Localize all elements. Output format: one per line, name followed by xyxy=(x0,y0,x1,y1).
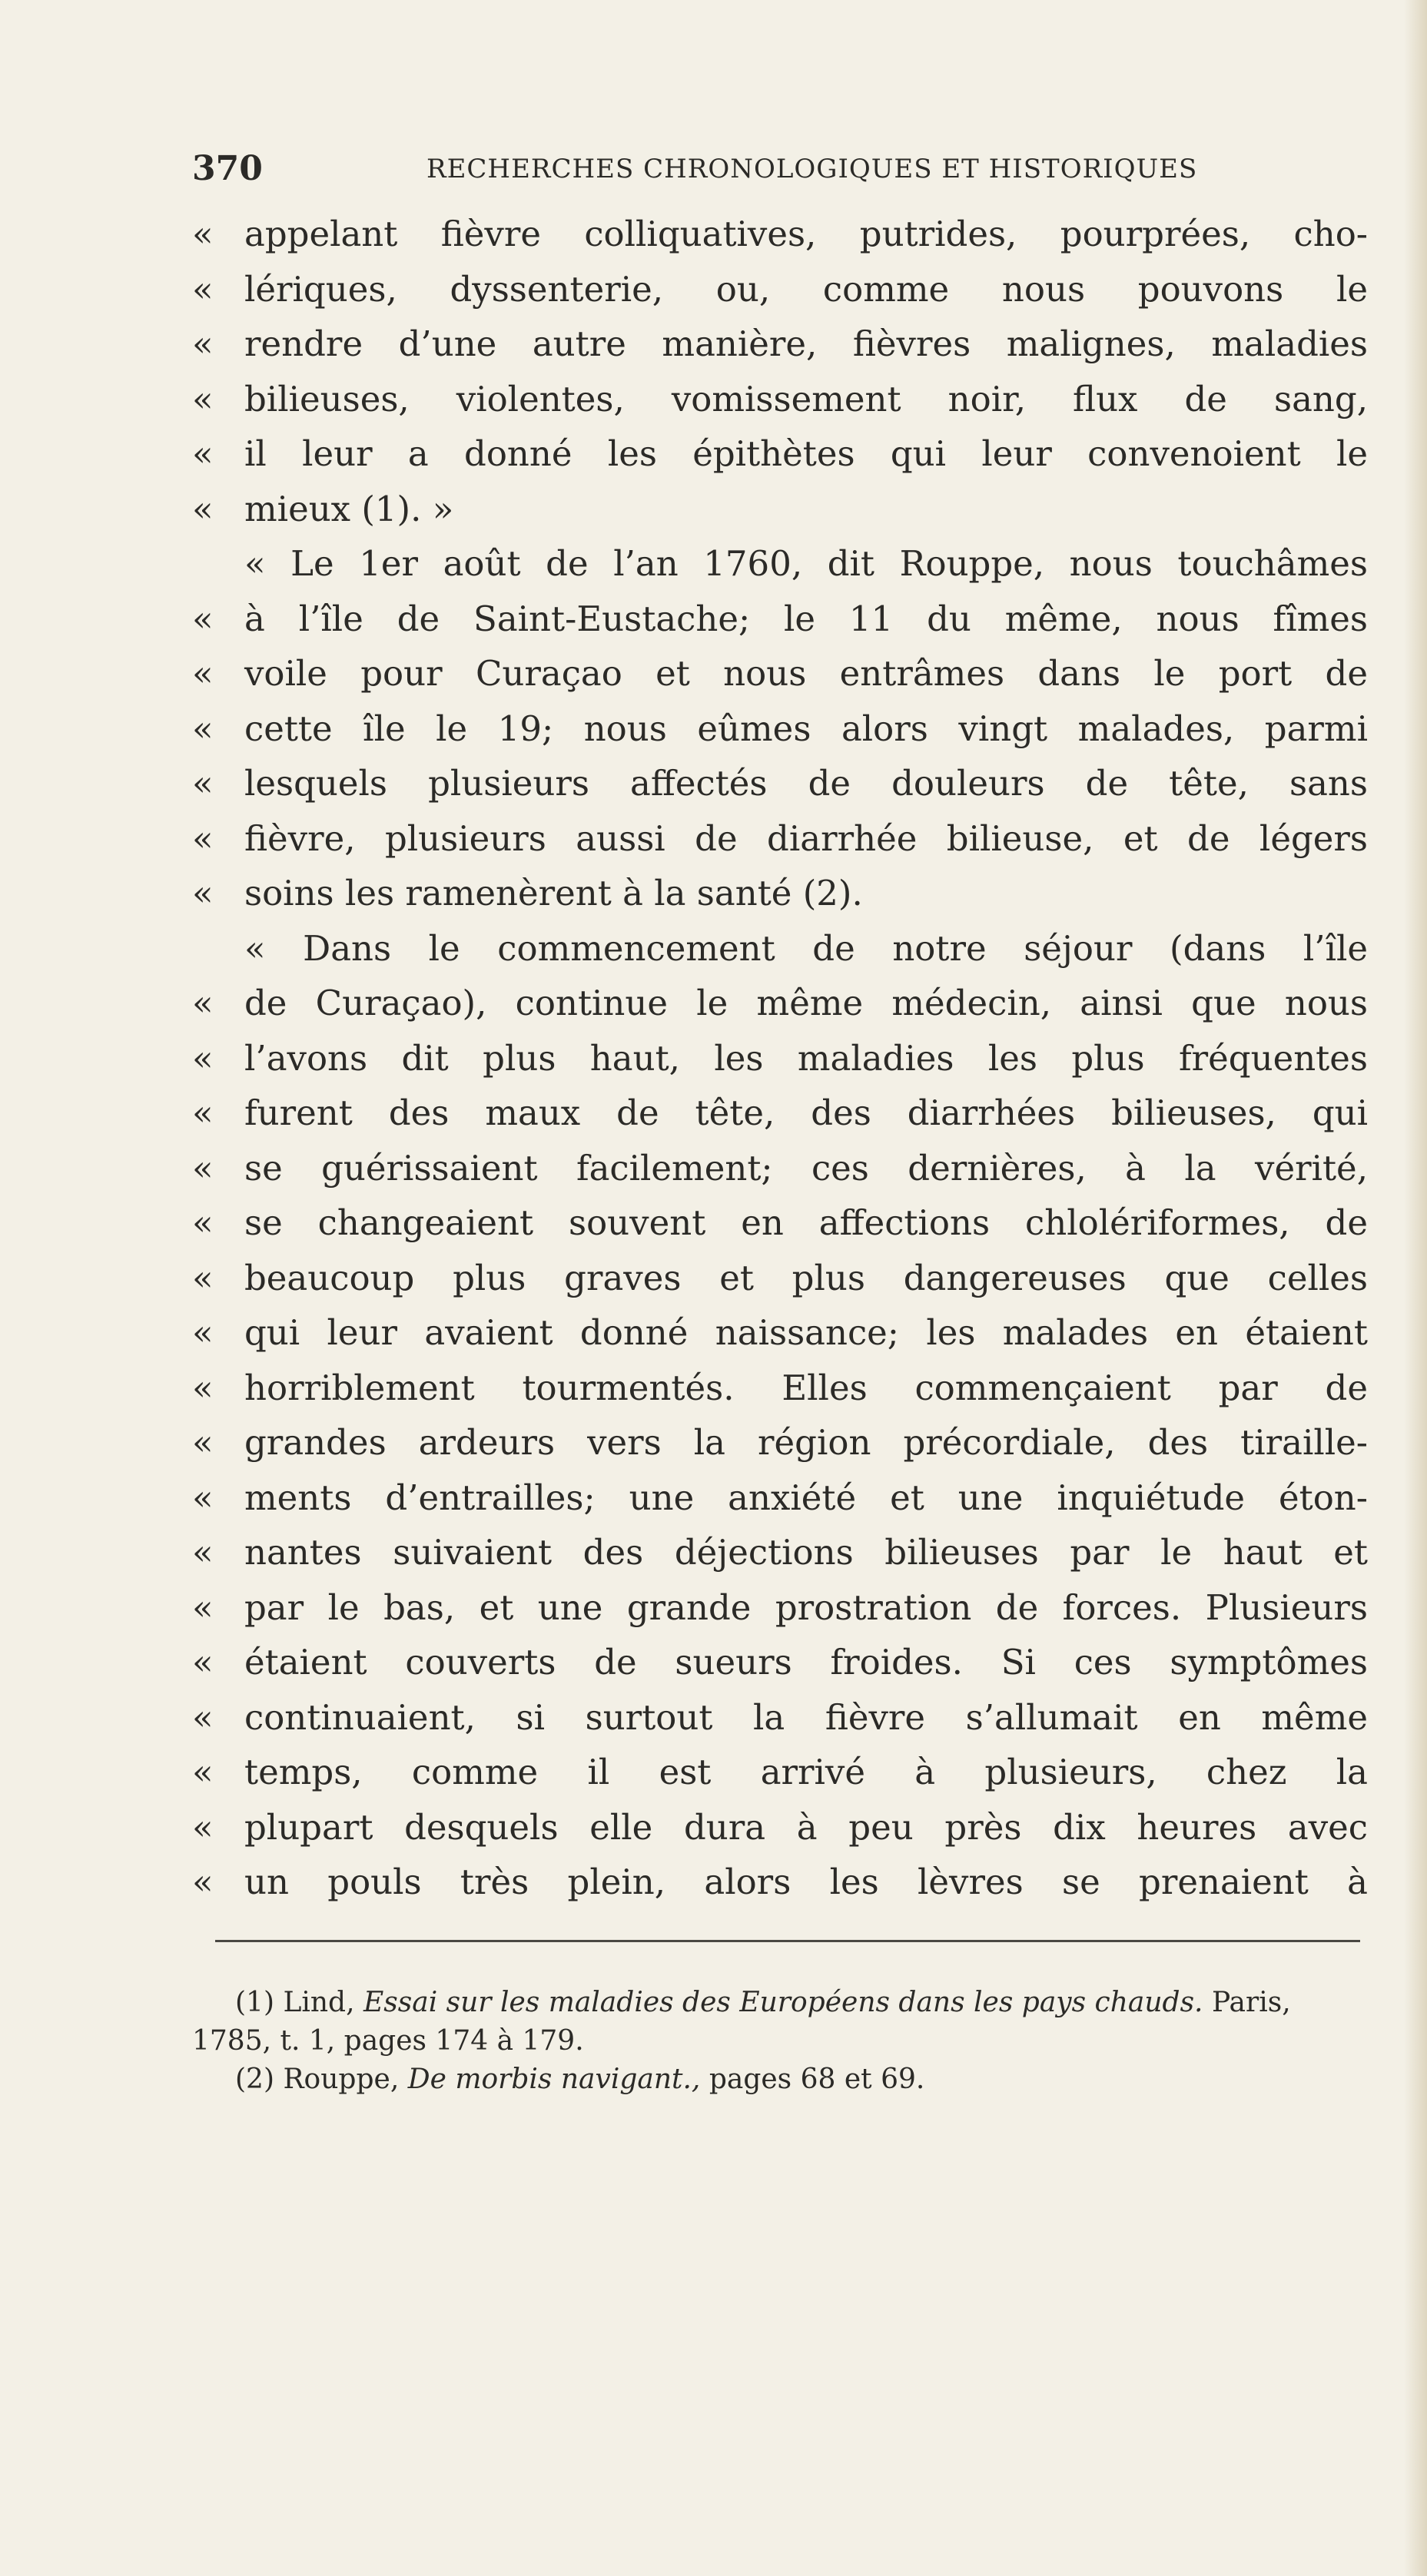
text-line xyxy=(192,1800,1368,1855)
footnotes xyxy=(192,1984,1360,2099)
quote-mark: « xyxy=(192,488,214,529)
line-text: « Le 1er août de l’an 1760, dit Rouppe, nous touchâmes xyxy=(244,543,1368,584)
quote-mark: « xyxy=(192,1422,214,1463)
line-text: furent des maux de tête, des diarrhées bilieuses, qui xyxy=(244,1092,1368,1133)
text-line xyxy=(192,756,1368,811)
text-line xyxy=(192,1305,1368,1361)
footnote-1 xyxy=(192,1984,1360,2022)
line-text: il leur a donné les épithètes qui leur convenoient le xyxy=(244,433,1368,474)
text-line xyxy=(192,317,1368,372)
footnote-title: Essai sur les maladies des Européens dans les pays chauds. xyxy=(363,1987,1203,2018)
quote-mark: « xyxy=(192,1312,214,1353)
body-text xyxy=(192,207,1368,1910)
text-line xyxy=(192,372,1368,427)
quote-mark: « xyxy=(192,817,214,859)
text-line xyxy=(192,1635,1368,1690)
line-text: temps, comme il est arrivé à plusieurs, chez la xyxy=(244,1752,1368,1792)
footnote-ref: (2) xyxy=(235,2064,274,2095)
text-line xyxy=(192,1855,1368,1910)
text-line xyxy=(192,592,1368,647)
text-line xyxy=(192,1415,1368,1470)
line-text: horriblement tourmentés. Elles commençaient par de xyxy=(244,1367,1368,1408)
footnote-title: De morbis navigant., xyxy=(407,2064,701,2095)
running-head xyxy=(192,146,1360,192)
text-line xyxy=(192,976,1368,1031)
quote-mark: « xyxy=(192,1642,214,1683)
quote-mark: « xyxy=(192,708,214,749)
text-line xyxy=(192,921,1368,976)
line-text: plupart desquels elle dura à peu près dix heures avec xyxy=(244,1806,1368,1848)
quote-mark: « xyxy=(192,1696,214,1738)
line-text: appelant fièvre colliquatives, putrides, pourprées, cho- xyxy=(244,214,1368,254)
text-line xyxy=(192,866,1368,921)
text-line xyxy=(192,426,1368,482)
line-text: qui leur avaient donné naissance; les malades en étaient xyxy=(244,1312,1368,1353)
footnote-2 xyxy=(192,2060,1360,2099)
line-text: un pouls très plein, alors les lèvres se prenaient à xyxy=(244,1862,1368,1902)
line-text: fièvre, plusieurs aussi de diarrhée bilieuse, et de légers xyxy=(244,817,1368,859)
footnote-author: Rouppe, xyxy=(283,2064,400,2095)
text-line xyxy=(192,1525,1368,1580)
quote-mark: « xyxy=(192,1367,214,1408)
line-text: beaucoup plus graves et plus dangereuses que celles xyxy=(244,1257,1368,1298)
line-text: cette île le 19; nous eûmes alors vingt malades, parmi xyxy=(244,708,1368,749)
quote-mark: « xyxy=(192,653,214,694)
text-line xyxy=(192,1580,1368,1636)
line-text: de Curaçao), continue le même médecin, ainsi que nous xyxy=(244,983,1368,1023)
footnote-1-continuation xyxy=(192,2022,1360,2060)
quote-mark: « xyxy=(192,1202,214,1243)
quote-mark: « xyxy=(192,378,214,419)
text-line xyxy=(192,1031,1368,1086)
line-text: se guérissaient facilement; ces dernières, à la vérité, xyxy=(244,1147,1368,1189)
line-text: par le bas, et une grande prostration de forces. Plusieurs xyxy=(244,1586,1368,1628)
page-edge-shadow xyxy=(1404,0,1427,2576)
quote-mark: « xyxy=(192,1806,214,1848)
quote-mark: « xyxy=(192,1257,214,1298)
footnote-publisher: Paris, xyxy=(1211,1987,1291,2018)
text-line xyxy=(192,1745,1368,1800)
quote-mark: « xyxy=(192,433,214,474)
quote-mark: « xyxy=(192,1532,214,1573)
quote-mark: « xyxy=(192,598,214,639)
line-text: « Dans le commencement de notre séjour (dans l’île xyxy=(244,927,1368,969)
quote-mark: « xyxy=(192,323,214,364)
text-line xyxy=(192,262,1368,317)
line-text: grandes ardeurs vers la région précordiale, des tiraille- xyxy=(244,1422,1368,1463)
line-text: nantes suivaient des déjections bilieuses par le haut et xyxy=(244,1532,1368,1573)
quote-mark: « xyxy=(192,214,214,254)
line-text: mieux (1). » xyxy=(244,488,454,529)
text-line xyxy=(192,1361,1368,1416)
line-text: soins les ramenèrent à la santé (2). xyxy=(244,873,863,913)
footnote-divider xyxy=(215,1940,1360,1942)
text-line xyxy=(192,207,1368,262)
text-line xyxy=(192,1086,1368,1141)
quote-mark: « xyxy=(192,873,214,913)
line-text: à l’île de Saint-Eustache; le 11 du même, nous fîmes xyxy=(244,598,1368,639)
quote-mark: « xyxy=(192,1147,214,1189)
page-number: 370 xyxy=(192,149,263,188)
line-text: continuaient, si surtout la fièvre s’allumait en même xyxy=(244,1696,1368,1738)
footnote-ref: (1) xyxy=(235,1987,274,2018)
text-line xyxy=(192,1470,1368,1526)
line-text: bilieuses, violentes, vomissement noir, flux de sang, xyxy=(244,378,1368,419)
quote-mark: « xyxy=(192,1092,214,1133)
quote-mark: « xyxy=(192,983,214,1023)
quote-mark: « xyxy=(192,1586,214,1628)
quote-mark: « xyxy=(192,1752,214,1792)
quote-mark: « xyxy=(192,1477,214,1518)
text-line xyxy=(192,1690,1368,1746)
line-text: lériques, dyssenterie, ou, comme nous pouvons le xyxy=(244,268,1368,310)
line-text: se changeaient souvent en affections chlolériformes, de xyxy=(244,1202,1368,1243)
text-line xyxy=(192,1141,1368,1196)
line-text: rendre d’une autre manière, fièvres malignes, maladies xyxy=(244,323,1368,364)
footnote-pages: pages 68 et 69. xyxy=(709,2064,925,2095)
quote-mark: « xyxy=(192,1037,214,1079)
footnote-author: Lind, xyxy=(283,1987,355,2018)
text-line xyxy=(192,811,1368,867)
line-text: étaient couverts de sueurs froides. Si ces symptômes xyxy=(244,1642,1368,1683)
running-title: RECHERCHES CHRONOLOGIQUES ET HISTORIQUES xyxy=(426,154,1198,184)
text-line xyxy=(192,1251,1368,1306)
line-text: l’avons dit plus haut, les maladies les plus fréquentes xyxy=(244,1037,1368,1079)
quote-mark: « xyxy=(192,268,214,310)
line-text: ments d’entrailles; une anxiété et une inquiétude éton- xyxy=(244,1477,1368,1518)
text-line xyxy=(192,646,1368,701)
line-text: voile pour Curaçao et nous entrâmes dans le port de xyxy=(244,653,1368,694)
text-line xyxy=(192,701,1368,757)
text-line xyxy=(192,536,1368,592)
text-line xyxy=(192,482,1368,537)
text-line xyxy=(192,1195,1368,1251)
footnote-text: 1785, t. 1, pages 174 à 179. xyxy=(192,2025,584,2057)
line-text: lesquels plusieurs affectés de douleurs de tête, sans xyxy=(244,763,1368,804)
quote-mark: « xyxy=(192,1862,214,1902)
quote-mark: « xyxy=(192,763,214,804)
